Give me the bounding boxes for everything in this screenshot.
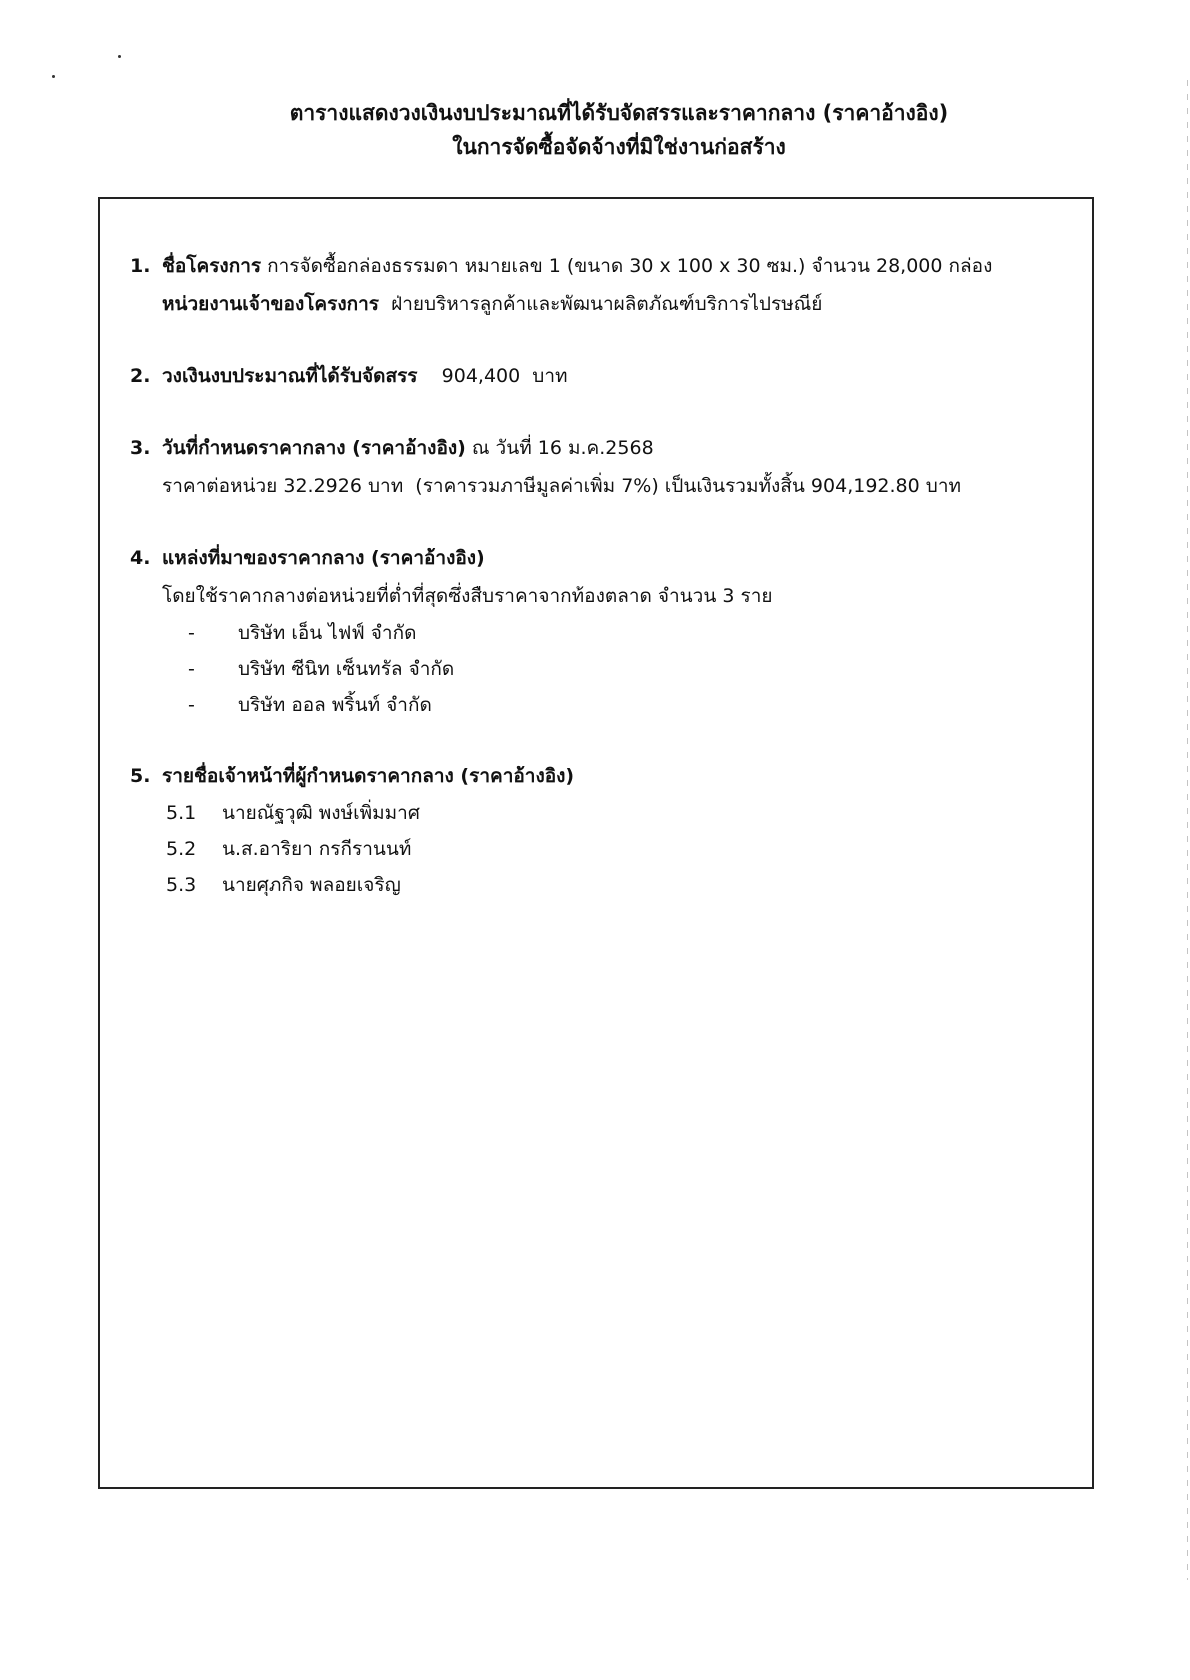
officer-list-item (166, 869, 401, 901)
section-3-reference-date (130, 432, 654, 464)
section-label: รายชื่อเจ้าหน้าที่ผู้กำหนดราคากลาง (ราคาอ้างอิง) (162, 765, 575, 787)
owner-value: ฝ่ายบริหารลูกค้าและพัฒนาผลิตภัณฑ์บริการไปรษณีย์ (379, 293, 823, 315)
date-value: ณ วันที่ 16 ม.ค.2568 (465, 437, 654, 459)
scan-speck (118, 55, 121, 58)
section-4-detail: โดยใช้ราคากลางต่อหน่วยที่ต่ำที่สุดซึ่งสืบราคาจากท้องตลาด จำนวน 3 ราย (162, 585, 773, 607)
section-value: การจัดซื้อกล่องธรรมดา หมายเลข 1 (ขนาด 30 x 100 x 30 ซม.) จำนวน 28,000 กล่อง (261, 255, 993, 277)
company-list-item (188, 689, 432, 721)
section-number: 3. (130, 437, 151, 459)
section-number: 4. (130, 547, 151, 569)
section-label: ชื่อโครงการ (162, 255, 262, 277)
page-title-line-1: ตารางแสดงวงเงินงบประมาณที่ได้รับจัดสรรและราคากลาง (ราคาอ้างอิง) (289, 101, 949, 125)
section-number: 2. (130, 365, 151, 387)
officer-number: 5.1 (166, 802, 197, 824)
company-name: บริษัท ออล พริ้นท์ จำกัด (238, 694, 432, 716)
owner-label: หน่วยงานเจ้าของโครงการ (162, 293, 379, 315)
officer-number: 5.2 (166, 838, 197, 860)
section-1-owner (162, 288, 822, 320)
company-list-item (188, 617, 416, 649)
bullet-dash: - (188, 622, 195, 644)
section-label: วันที่กำหนดราคากลาง (ราคาอ้างอิง) (162, 437, 466, 459)
section-label: วงเงินงบประมาณที่ได้รับจัดสรร (162, 365, 418, 387)
budget-value: 904,400 บาท (417, 365, 568, 387)
section-label: แหล่งที่มาของราคากลาง (ราคาอ้างอิง) (162, 547, 485, 569)
scan-speck (52, 75, 55, 78)
section-number: 1. (130, 255, 151, 277)
section-2-budget (130, 360, 568, 392)
officer-name: น.ส.อาริยา กรกีรานนท์ (222, 838, 412, 860)
section-5-officers (130, 760, 574, 792)
company-name: บริษัท เอ็น ไฟฟ์ จำกัด (238, 622, 417, 644)
page-title-line-2: ในการจัดซื้อจัดจ้างที่มิใช่งานก่อสร้าง (452, 135, 786, 159)
officer-name: นายศุภกิจ พลอยเจริญ (222, 874, 401, 896)
section-1-project-name (130, 250, 992, 282)
section-3-price-detail: ราคาต่อหน่วย 32.2926 บาท (ราคารวมภาษีมูลค่าเพิ่ม 7%) เป็นเงินรวมทั้งสิ้น 904,192.80 บาท (162, 475, 962, 497)
officer-number: 5.3 (166, 874, 197, 896)
company-name: บริษัท ซีนิท เซ็นทรัล จำกัด (238, 658, 455, 680)
officer-list-item (166, 833, 411, 865)
bullet-dash: - (188, 658, 195, 680)
bullet-dash: - (188, 694, 195, 716)
officer-list-item (166, 797, 420, 829)
section-4-price-source (130, 542, 485, 574)
officer-name: นายณัฐวุฒิ พงษ์เพิ่มมาศ (222, 802, 420, 824)
company-list-item (188, 653, 454, 685)
section-number: 5. (130, 765, 151, 787)
scan-edge-mark (1187, 80, 1188, 1580)
